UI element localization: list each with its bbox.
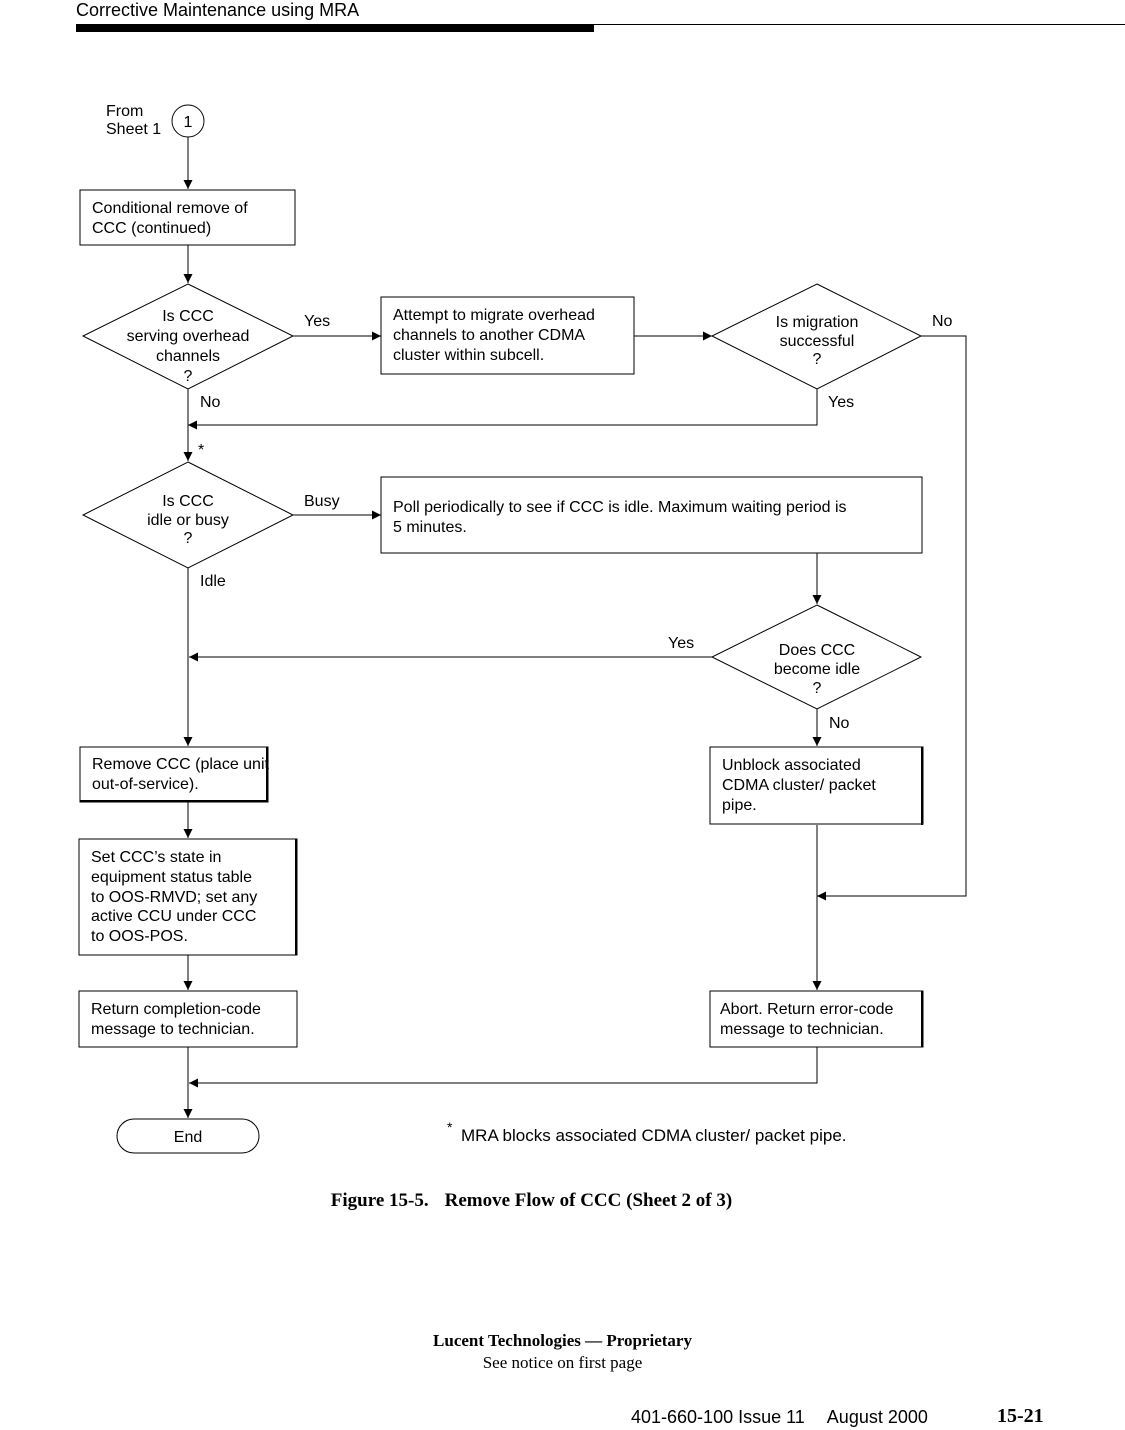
connector-number: 1 xyxy=(183,114,193,131)
decision-migration-line2: successful xyxy=(779,333,855,350)
process-unblock xyxy=(710,747,923,825)
decision-become-idle xyxy=(712,605,921,709)
decision-overhead-line1: Is CCC xyxy=(162,308,214,325)
attempt-migrate-line1: Attempt to migrate overhead xyxy=(393,307,595,324)
terminator-end xyxy=(117,1119,259,1153)
label-become-idle-no: No xyxy=(829,715,850,732)
poll-line2: 5 minutes. xyxy=(393,519,467,536)
footnote-text: MRA blocks associated CDMA cluster/ packet pipe. xyxy=(461,1126,847,1145)
remove-ccc-line2: out-of-service). xyxy=(92,776,199,793)
decision-idle-line3: ? xyxy=(183,530,193,547)
process-attempt-migrate xyxy=(381,297,634,374)
header-title: Corrective Maintenance using MRA xyxy=(76,0,360,20)
edge-migration-yes xyxy=(188,389,817,425)
label-overhead-yes: Yes xyxy=(304,313,331,330)
set-state-line5: to OOS-POS. xyxy=(91,928,188,945)
decision-become-idle-line3: ? xyxy=(812,680,822,697)
decision-migration-line1: Is migration xyxy=(775,314,859,331)
attempt-migrate-line2: channels to another CDMA xyxy=(393,327,586,344)
end-label: End xyxy=(173,1129,203,1146)
connector-from-sheet-1 xyxy=(106,103,204,138)
set-state-line2: equipment status table xyxy=(91,869,252,886)
decision-become-idle-line1: Does CCC xyxy=(778,642,856,659)
figure-title: Remove Flow of CCC (Sheet 2 of 3) xyxy=(444,1190,733,1211)
footer-doc-number: 401-660-100 Issue 11 xyxy=(631,1407,805,1427)
decision-idle-or-busy xyxy=(83,462,293,568)
label-migration-no: No xyxy=(932,313,953,330)
decision-idle-line1: Is CCC xyxy=(162,493,214,510)
label-busy: Busy xyxy=(304,493,340,510)
footer-notice: See notice on first page xyxy=(482,1353,643,1372)
return-completion-line1: Return completion-code xyxy=(91,1001,261,1018)
label-asterisk: * xyxy=(198,442,205,459)
label-overhead-no: No xyxy=(200,394,221,411)
abort-line2: message to technician. xyxy=(720,1021,884,1038)
decision-migration-line3: ? xyxy=(812,351,822,368)
conditional-remove-line1: Conditional remove of xyxy=(92,200,248,217)
decision-idle-line2: idle or busy xyxy=(147,512,229,529)
process-remove-ccc xyxy=(80,747,270,802)
decision-overhead-line2: serving overhead xyxy=(126,328,250,345)
decision-serving-overhead xyxy=(83,284,293,389)
attempt-migrate-line3: cluster within subcell. xyxy=(393,347,545,364)
footnote-marker: * xyxy=(447,1119,453,1135)
set-state-line4: active CCU under CCC xyxy=(91,908,257,925)
figure-caption xyxy=(0,1190,1063,1212)
label-idle: Idle xyxy=(200,573,226,590)
process-abort xyxy=(710,991,923,1047)
footer-doc-info xyxy=(631,1407,950,1428)
connector-label-from: From xyxy=(106,103,144,120)
abort-line1: Abort. Return error-code xyxy=(720,1001,894,1018)
label-become-idle-yes: Yes xyxy=(668,635,695,652)
process-return-completion xyxy=(79,991,297,1047)
decision-overhead-line4: ? xyxy=(183,368,193,385)
label-migration-yes: Yes xyxy=(828,394,855,411)
process-poll-periodically xyxy=(381,477,922,553)
footer-page-number: 15-21 xyxy=(997,1405,1044,1427)
footnote xyxy=(447,1119,847,1145)
figure-number: Figure 15-5. xyxy=(330,1190,429,1211)
unblock-line1: Unblock associated xyxy=(722,757,861,774)
decision-become-idle-line2: become idle xyxy=(773,661,861,678)
process-conditional-remove xyxy=(80,190,295,245)
edge-abort-to-end xyxy=(189,1047,817,1083)
conditional-remove-line2: CCC (continued) xyxy=(92,220,212,237)
set-state-line3: to OOS-RMVD; set any xyxy=(91,889,258,906)
decision-overhead-line3: channels xyxy=(155,348,221,365)
footer-company: Lucent Technologies — Proprietary xyxy=(433,1331,692,1350)
set-state-line1: Set CCC’s state in xyxy=(91,849,222,866)
unblock-line2: CDMA cluster/ packet xyxy=(722,777,876,794)
remove-ccc-line1: Remove CCC (place unit xyxy=(92,756,269,773)
return-completion-line2: message to technician. xyxy=(91,1021,255,1038)
process-set-state xyxy=(79,839,297,955)
poll-line1: Poll periodically to see if CCC is idle. Maximum waiting period is xyxy=(393,499,847,516)
unblock-line3: pipe. xyxy=(722,797,757,814)
footer-date: August 2000 xyxy=(826,1407,928,1427)
connector-label-sheet: Sheet 1 xyxy=(106,121,162,138)
decision-migration-successful xyxy=(712,284,921,389)
